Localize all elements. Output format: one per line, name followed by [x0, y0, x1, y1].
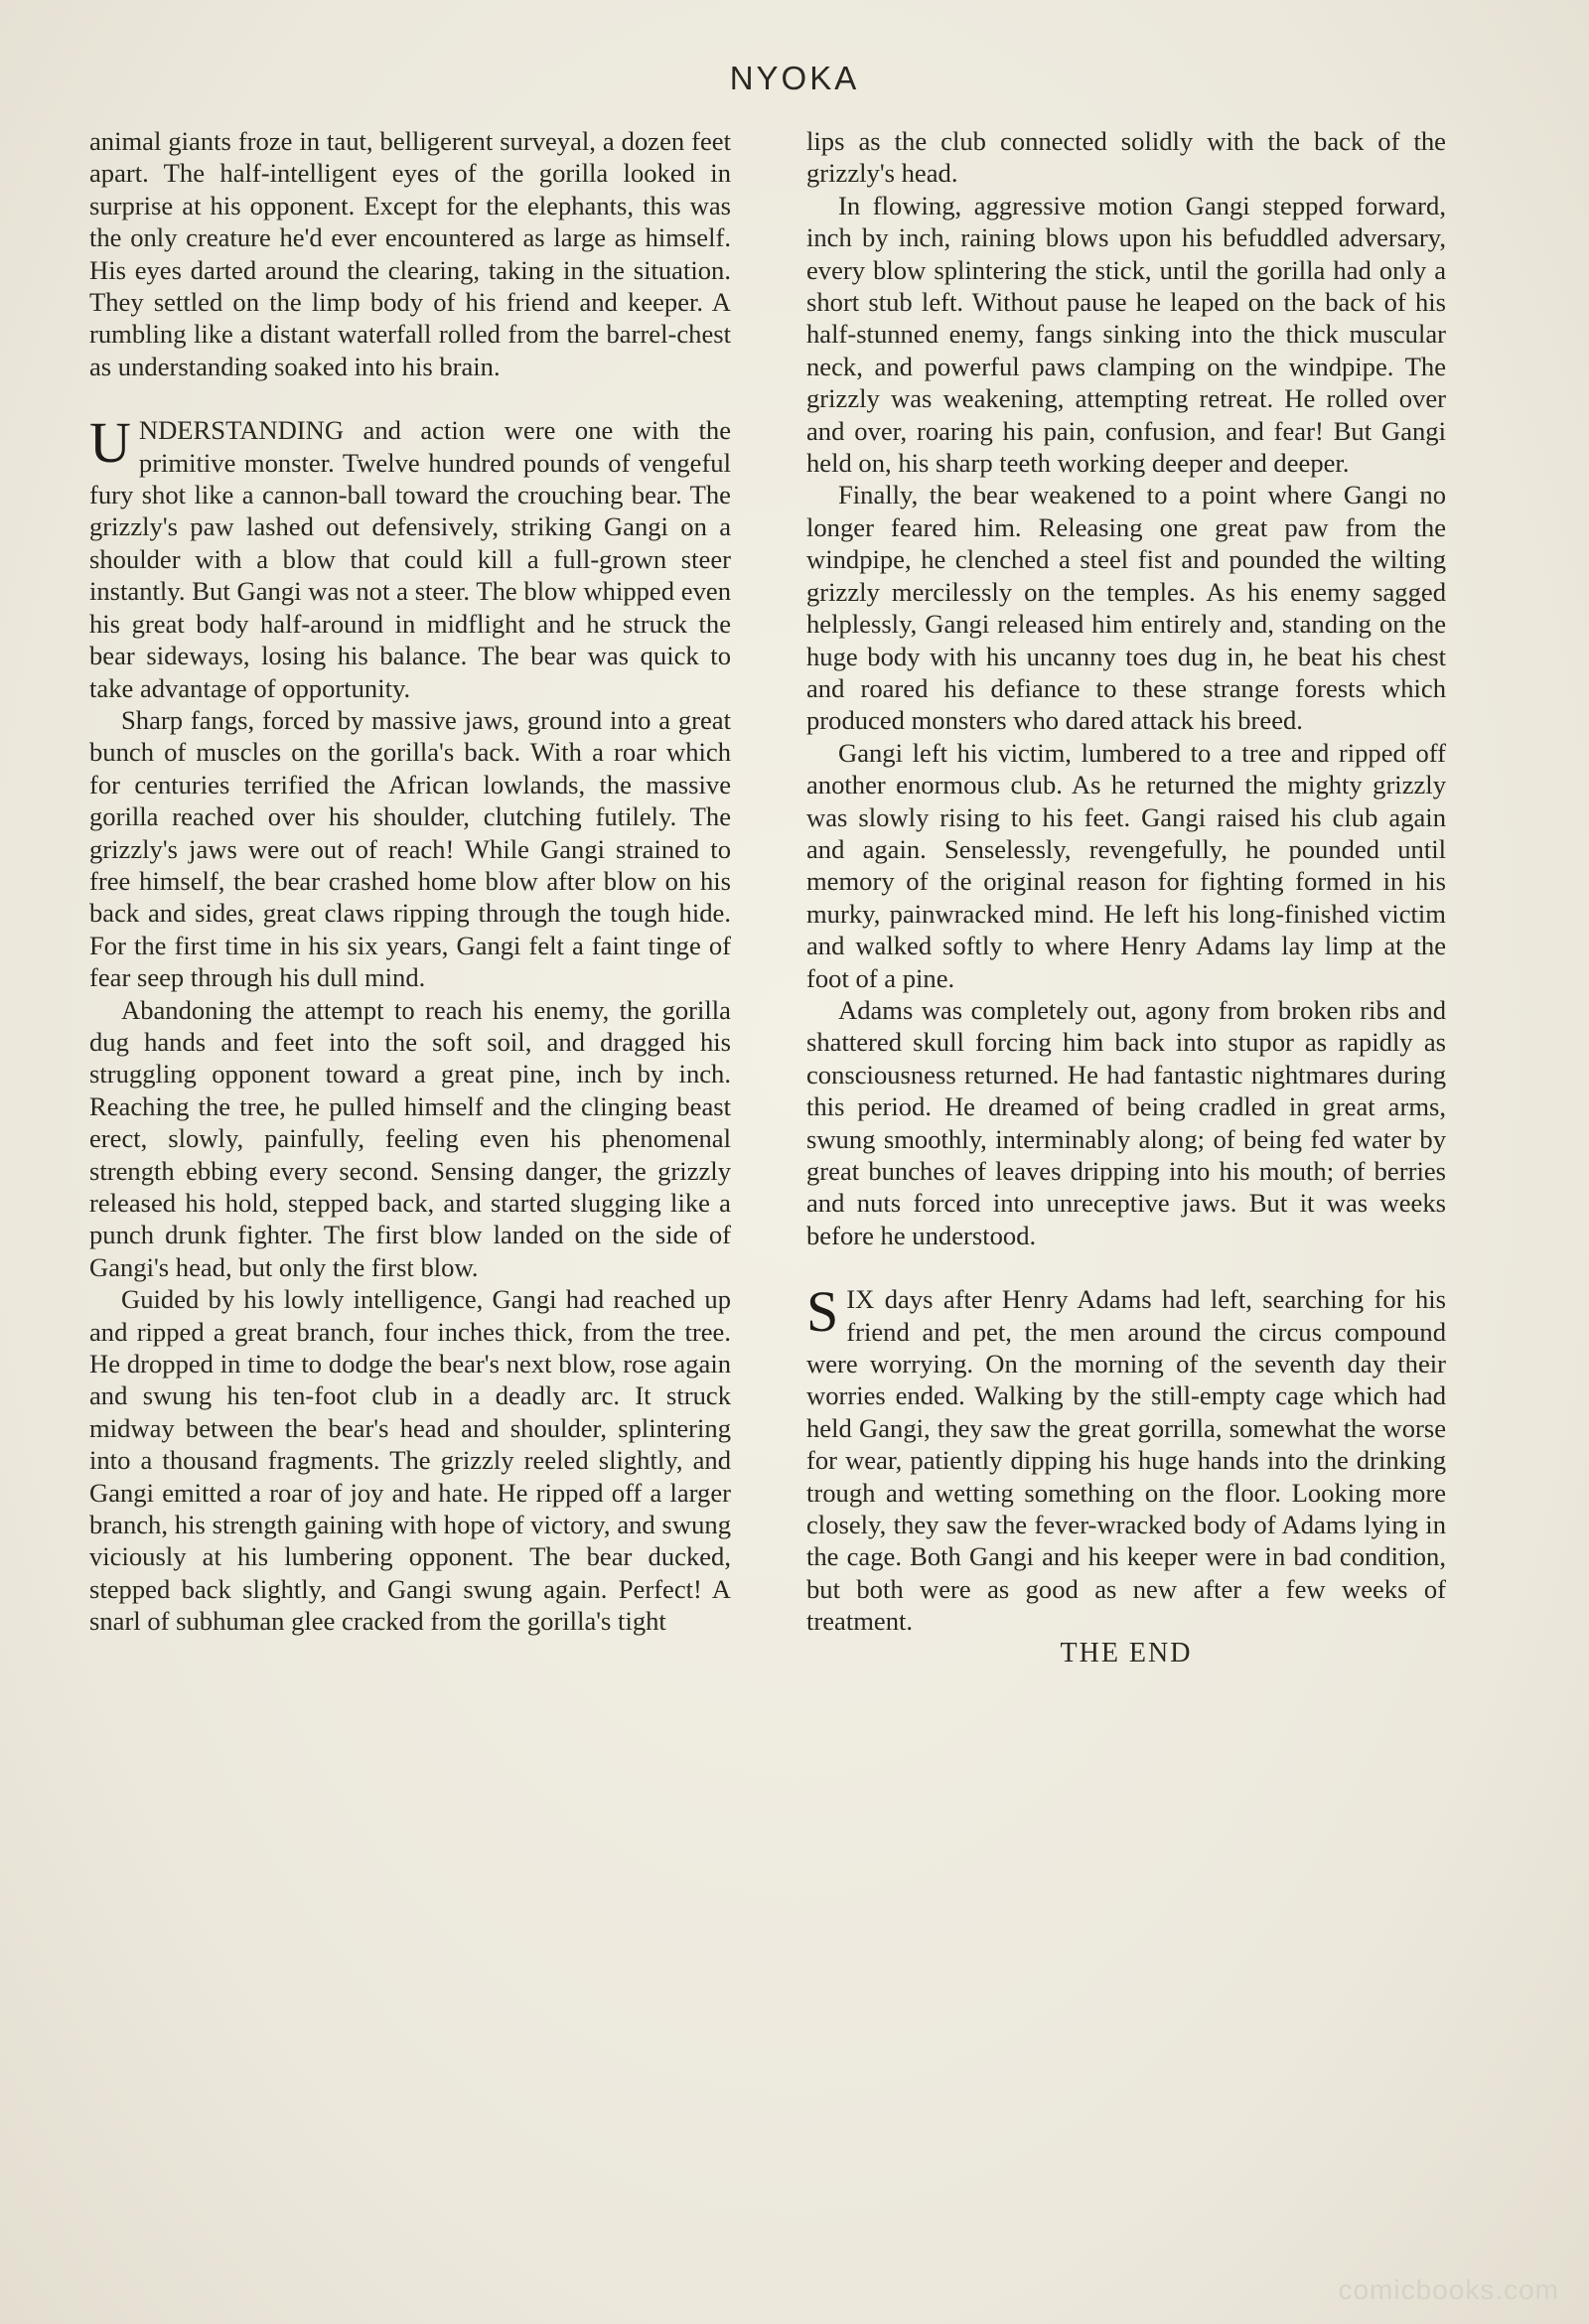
paragraph-text: NDERSTANDING and action were one with the primitive monster. Twelve hundred pounds of vengeful fury shot like a cannon-ball toward the crouching bear. The grizzly's paw lashed out defensively, striking Gangi on a shoulder with a blow that could kill a full-grown steer instantly. But Gangi was not a steer. The blow whipped even his great body half-around in midflight and he struck the bear sideways, losing his balance. The bear was quick to take advantage of opportunity. [89, 415, 731, 703]
paragraph: Sharp fangs, forced by massive jaws, ground into a great bunch of muscles on the gorilla's back. With a roar which for centuries terrified the African lowlands, the massive gorilla reached over his shoulder, clutching futilely. The grizzly's jaws were out of reach! While Gangi strained to free himself, the bear crashed home blow after blow on his back and sides, great claws ripping through the tough hide. For the first time in his six years, Gangi felt a faint tinge of fear seep through his dull mind. [89, 704, 731, 993]
paragraph: lips as the club connected solidly with the back of the grizzly's head. [806, 126, 1446, 189]
paragraph: Abandoning the attempt to reach his enemy, the gorilla dug hands and feet into the soft soil, and dragged his struggling opponent toward a great pine, inch by inch. Reaching the tree, he pulled himself and the clinging beast erect, slowly, painfully, feeling even his phenomenal strength ebbing every second. Sensing danger, the grizzly released his hold, stepped back, and started slugging like a punch drunk fighter. The first blow landed on the side of Gangi's head, but only the first blow. [89, 994, 731, 1282]
drop-cap: U [89, 410, 131, 476]
paragraph-text: IX days after Henry Adams had left, searching for his friend and pet, the men around the circus compound were worrying. On the morning of the seventh day their worries ended. Walking by the still-empty cage which had held Gangi, they saw the great gorrilla, somewhat the worse for wear, patiently dipping his huge hands into the drinking trough and wetting something on the floor. Looking more closely, they saw the fever-wracked body of Adams lying in the cage. Both Gangi and his keeper were in bad condition, but both were as good as new after a few weeks of treatment. [806, 1284, 1446, 1637]
the-end-label: THE END [1060, 1637, 1193, 1669]
page-title: NYOKA [729, 60, 860, 96]
drop-cap: S [806, 1279, 839, 1345]
right-column [806, 125, 1446, 1670]
paragraph-with-dropcap [89, 410, 731, 704]
watermark: comicbooks.com [1338, 2274, 1559, 2305]
paragraph: animal giants froze in taut, belligerent surveyal, a dozen feet apart. The half-intelligent eyes of the gorilla looked in surprise at his opponent. Except for the elephants, this was the only creature he'd ever encountered as large as himself. His eyes darted around the clearing, taking in the situation. They settled on the limp body of his friend and keeper. A rumbling like a distant waterfall rolled from the barrel-chest as understanding soaked into his brain. [89, 126, 731, 381]
paragraph: Guided by his lowly intelligence, Gangi had reached up and ripped a great branch, four inches thick, from the tree. He dropped in time to dodge the bear's next blow, rose again and swung his ten-foot club in a deadly arc. It struck midway between the bear's head and shoulder, splintering into a thousand fragments. The grizzly reeled slightly, and Gangi emitted a roar of joy and hate. He ripped off a larger branch, his strength gaining with hope of victory, and swung viciously at his lumbering opponent. The bear ducked, stepped back slightly, and Gangi swung again. Perfect! A snarl of subhuman glee cracked from the gorilla's tight [89, 1284, 731, 1637]
paragraph: Gangi left his victim, lumbered to a tree and ripped off another enormous club. As he returned the mighty grizzly was slowly rising to his feet. Gangi raised his club again and again. Senselessly, revengefully, he pounded until memory of the original reason for fighting formed in his murky, painwracked mind. He left his long-finished victim and walked softly to where Henry Adams lay limp at the foot of a pine. [806, 737, 1446, 993]
paragraph-with-dropcap [806, 1279, 1446, 1637]
left-column [89, 125, 731, 1638]
paragraph: Finally, the bear weakened to a point where Gangi no longer feared him. Releasing one great paw from the windpipe, he clenched a steel fist and pounded the wilting grizzly mercilessly on the temples. As his enemy sagged helplessly, Gangi released him entirely and, standing on the huge body with his uncanny toes dug in, he beat his chest and roared his defiance to these strange forests which produced monsters who dared attack his breed. [806, 480, 1446, 736]
paragraph: Adams was completely out, agony from broken ribs and shattered skull forcing him back into stupor as rapidly as consciousness returned. He had fantastic nightmares during this period. He dreamed of being cradled in great arms, swung smoothly, interminably along; of being fed water by great bunches of leaves dripping into his mouth; of berries and nuts forced into unreceptive jaws. But it was weeks before he understood. [806, 994, 1446, 1250]
paragraph: In flowing, aggressive motion Gangi stepped forward, inch by inch, raining blows upon his befuddled adversary, every blow splintering the stick, until the gorilla had only a short stub left. Without pause he leaped on the back of his half-stunned enemy, fangs sinking into the thick muscular neck, and powerful paws clamping on the windpipe. The grizzly was weakening, attempting retreat. He rolled over and over, roaring his pain, confusion, and fear! But Gangi held on, his sharp teeth working deeper and deeper. [806, 190, 1446, 479]
